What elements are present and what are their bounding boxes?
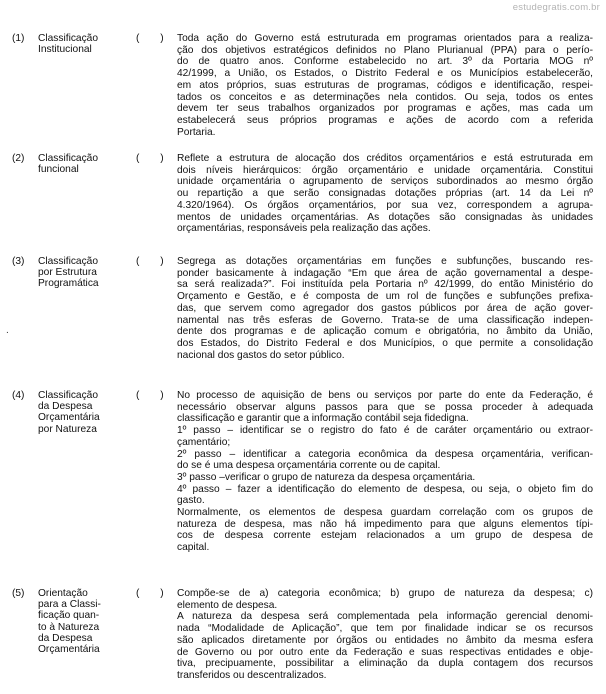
label-line: Classificação — [38, 33, 99, 44]
description-line: 1º passo – identificar se o registro do fato é de caráter orçamentário ou extraor- — [177, 425, 593, 437]
answer-blank[interactable]: ( ) — [136, 33, 173, 44]
classification-label — [38, 256, 130, 290]
row-number: (1) — [12, 33, 25, 44]
row-number: (4) — [12, 390, 25, 401]
description-line: de Governo ou por outro ente da Federação e suas respectivas entidades e obje- — [177, 646, 593, 658]
classification-description — [177, 33, 593, 138]
description-line: 3º passo –verificar o grupo de natureza da despesa orçamentária. — [177, 471, 476, 483]
description-line: 42/1999, a União, os Estados, o Distrito Federal e os Municípios estabelecerão, — [177, 68, 593, 80]
description-line: A natureza da despesa será complementada pela informação gerencial denomi- — [177, 611, 593, 623]
classification-label — [38, 33, 130, 55]
classification-description — [177, 390, 593, 554]
description-line: Compõe-se de a) categoria econômica; b) grupo de natureza da despesa; c) — [177, 588, 593, 599]
answer-blank[interactable]: ( ) — [136, 588, 173, 599]
description-line: Portaria. — [177, 126, 216, 138]
answer-blank[interactable]: ( ) — [136, 256, 173, 267]
description-line: devem ter seus trabalhos organizados por programas e ações, mas cada um — [177, 103, 593, 115]
description-line: nada “Modalidade de Aplicação”, que tem por finalidade indicar se os recursos — [177, 623, 593, 635]
label-line: Classificação — [38, 256, 99, 267]
label-line: para a Classi- — [38, 599, 101, 611]
label-line: por Natureza — [38, 423, 97, 435]
description-line: 2º passo – identificar a categoria econômica da despesa orçamentária, verifican- — [177, 448, 593, 460]
label-line: to à Natureza — [38, 621, 100, 633]
label-line: ficação quan- — [38, 610, 100, 622]
answer-blank[interactable]: ( ) — [136, 390, 173, 401]
classification-description — [177, 588, 593, 682]
description-line: cos de despesa corrente estejam relacionados a um grupo de despesa de — [177, 530, 593, 542]
label-line: Classificação — [38, 153, 99, 164]
label-line: Orientação — [38, 588, 88, 599]
label-line: Orçamentária — [38, 412, 100, 424]
description-line: estabelecerá seus próprios programas e ações de acordo com a referida — [177, 114, 593, 126]
label-line: por Estrutura — [38, 267, 97, 279]
description-line: ou repartição a que serão consignadas dotações próprias (art. 14 da Lei nº — [177, 188, 593, 200]
margin-mark: . — [6, 325, 9, 336]
description-line: transferidos ou descentralizados. — [177, 669, 327, 681]
row-number: (5) — [12, 588, 25, 599]
label-line: Programática — [38, 278, 99, 290]
classification-description — [177, 153, 593, 235]
description-line: Segrega as dotações orçamentárias em funções e subfunções, buscando res- — [177, 256, 593, 267]
description-line: çamentário; — [177, 436, 231, 448]
row-number: (3) — [12, 256, 25, 267]
description-line: 4º passo – fazer a identificação do elemento de despesa, ou seja, o objeto fim do — [177, 483, 593, 495]
label-line: Orçamentária — [38, 644, 100, 656]
description-line: Toda ação do Governo está estruturada em programas orientados para a realiza- — [177, 33, 593, 44]
answer-blank[interactable]: ( ) — [136, 153, 173, 164]
description-line: 4.320/1964). Os órgãos orçamentários, por sua vez, correspondem a agrupa- — [177, 199, 593, 211]
description-line: Reflete a estrutura de alocação dos créditos orçamentários e está estruturada em — [177, 153, 593, 164]
description-line: Orçamento e Gestão, e é composta de um rol de funções e subfunções prefixa- — [177, 291, 593, 303]
watermark: estudegratis.com.br — [512, 2, 600, 13]
description-line: do de quatro anos. Conforme estabelecido no art. 3º da Portaria MOG nº — [177, 56, 593, 68]
description-line: em atos próprios, suas estruturas de programas, códigos e identificação, respei- — [177, 79, 593, 91]
description-line: unidade orçamentária o agrupamento de serviços subordinados ao mesmo órgão — [177, 176, 593, 188]
description-line: ponder basicamente à indagação “Em que área de ação governamental a despe- — [177, 267, 593, 279]
classification-label — [38, 390, 130, 435]
label-line: Institucional — [38, 44, 92, 56]
description-line: natureza de despesa, mas não há impedimento para que alguns elementos típi- — [177, 518, 593, 530]
description-line: dente dos programas e de aplicação comum e obrigatória, no âmbito da União, — [177, 326, 593, 338]
classification-label — [38, 588, 130, 655]
description-line: sa será realizada?”. Foi instituída pela Portaria nº 42/1999, do então Ministério do — [177, 279, 593, 291]
description-line: tados os conceitos e as determinações nela contidos. Ou seja, todos os entes — [177, 91, 593, 103]
description-line: dos Estados, do Distrito Federal e dos Municípios, o que permite a consolidação — [177, 337, 593, 349]
description-line: namental nas três esferas de Governo. Trata-se de uma classificação indepen- — [177, 314, 593, 326]
description-line: do se é uma despesa orçamentária corrente ou de capital. — [177, 460, 441, 472]
description-line: são aplicados diretamente por órgãos ou entidades no âmbito da mesma esfera — [177, 634, 593, 646]
description-line: capital. — [177, 542, 210, 554]
description-line: nacional dos gastos do setor público. — [177, 349, 345, 361]
description-line: tiva, precipuamente, possibilitar a eliminação da dupla contagem dos recursos — [177, 658, 593, 670]
label-line: funcional — [38, 164, 79, 176]
description-line: elemento de despesa. — [177, 599, 278, 611]
description-line: ção dos objetivos estratégicos definidos no Plano Plurianual (PPA) para o perío- — [177, 44, 593, 56]
label-line: da Despesa — [38, 632, 93, 644]
description-line: Normalmente, os elementos de despesa guardam correlação com os grupos de — [177, 507, 593, 519]
description-line: dois níveis hierárquicos: órgão orçamentário e unidade orçamentária. Constitui — [177, 164, 593, 176]
description-line: necessário observar alguns passos para que se possa proceder à adequada — [177, 401, 593, 413]
description-line: das, que servem como agregador dos gastos públicos por área de ação gover- — [177, 302, 593, 314]
label-line: Classificação — [38, 390, 99, 401]
label-line: da Despesa — [38, 401, 93, 413]
classification-label — [38, 153, 130, 175]
description-line: gasto. — [177, 495, 205, 507]
description-line: mentos de unidades orçamentárias. As dotações são consignadas às unidades — [177, 211, 593, 223]
description-line: orçamentárias, responsáveis pela realização das ações. — [177, 223, 431, 235]
description-line: No processo de aquisição de bens ou serviços por parte do ente da Federação, é — [177, 390, 593, 401]
row-number: (2) — [12, 153, 25, 164]
classification-description — [177, 256, 593, 361]
description-line: classificação e garantir que a informação contábil seja fidedigna. — [177, 413, 469, 425]
